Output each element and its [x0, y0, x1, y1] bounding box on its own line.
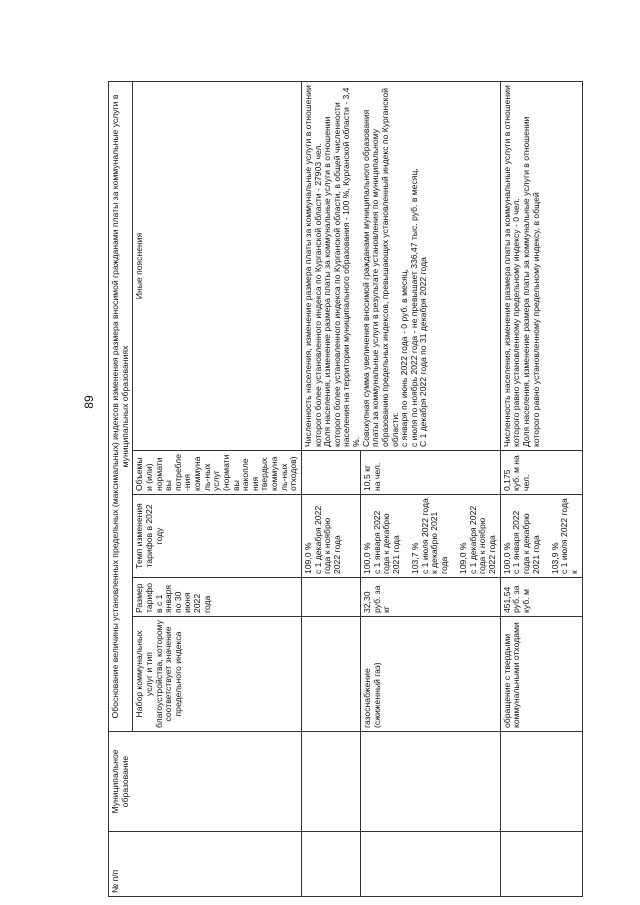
cell-growth: 100,0 % с 1 января 2022 года к декабрю 2021 года 103,9 % с 1 июля 2022 года к	[500, 495, 582, 578]
cell-tariff	[301, 578, 360, 617]
header-num: № п/п	[109, 832, 302, 897]
cell-num	[360, 832, 500, 897]
cell-num	[301, 832, 360, 897]
header-service: Набор коммунальных услуг и тип благоустройства, которому соответствует значение предельного индекса	[133, 617, 302, 732]
cell-tariff: 32,30 руб. за кг	[360, 578, 500, 617]
cell-service	[301, 617, 360, 732]
header-row-1	[109, 82, 133, 897]
cell-notes: Численность населения, изменение размера платы за коммунальные услуги в отношении которого более установленного индекса по Курганской области - 27903 чел. Доля населения, изменение размера платы за коммунальные услуги в отношении которого более установленного индекса по Курганской области, в общей численности населения на территории муниципального образования - 100 %, Курганской области - 3,4 %. Совокупная сумма увеличения вносимой гражданами муниципального образования платы за коммунальные услуги в результате установления по муниципальному образованию предельных индексов, превышающих установленный индекс по Курганской области: с января по июнь 2022 года - 0 руб. в месяц, с июля по ноябрь 2022 года - не превышает 336,47 тыс. руб. в месяц, С 1 декабря 2022 года по 31 декабря 2022 года	[301, 82, 500, 451]
cell-service: обращение с твердыми коммунальными отходами	[500, 617, 582, 732]
cell-municipality	[500, 732, 582, 832]
header-tariff: Размер тарифов с 1 января по 30 июня 2022 года	[133, 578, 302, 617]
cell-volume: 10,5 кг на чел.	[360, 451, 500, 495]
cell-volume: 0,175 куб. м на чел.	[500, 451, 582, 495]
cell-growth: 109,0 % с 1 декабря 2022 года к ноябрю 2022 года	[301, 495, 360, 578]
header-municipality: Муниципальное образование	[109, 732, 302, 832]
header-notes: Иные пояснения	[133, 82, 302, 451]
table-row	[500, 82, 582, 897]
cell-municipality	[360, 732, 500, 832]
rotated-table-container	[108, 82, 613, 897]
header-group: Обоснование величины установленных предельных (максимальных) индексов изменения размера вносимой гражданами платы за коммунальные услуги в муниципальных образованиях	[109, 82, 133, 732]
table-row	[301, 82, 360, 897]
cell-service: газоснабжение (сжиженный газ)	[360, 617, 500, 732]
header-volume: Объемы и (или) нормативы потребле-ния коммуналь-ных услуг (нормативы накопления твердых коммуналь-ных отходов)	[133, 451, 302, 495]
tariff-justification-table	[108, 81, 583, 897]
cell-municipality	[301, 732, 360, 832]
cell-num	[500, 832, 582, 897]
cell-notes: Численность населения, изменение размера платы за коммунальные услуги в отношении которого равно установленному предельному индексу - 0 чел. Доля населения, изменение размера платы за коммунальные услуги в отношении которого равно установленному предельному индексу, в общей	[500, 82, 582, 451]
header-growth: Темп изменения тарифов в 2022 году	[133, 495, 302, 578]
cell-tariff: 451,54 руб. за куб. м	[500, 578, 582, 617]
cell-volume	[301, 451, 360, 495]
cell-growth: 100,0 % с 1 января 2022 года к декабрю 2021 года 103,7 % с 1 июля 2022 года к декабрю 2021 года 109,0 % с 1 декабря 2022 года к ноябрю 2022 года	[360, 495, 500, 578]
page-number: 89	[82, 395, 96, 409]
